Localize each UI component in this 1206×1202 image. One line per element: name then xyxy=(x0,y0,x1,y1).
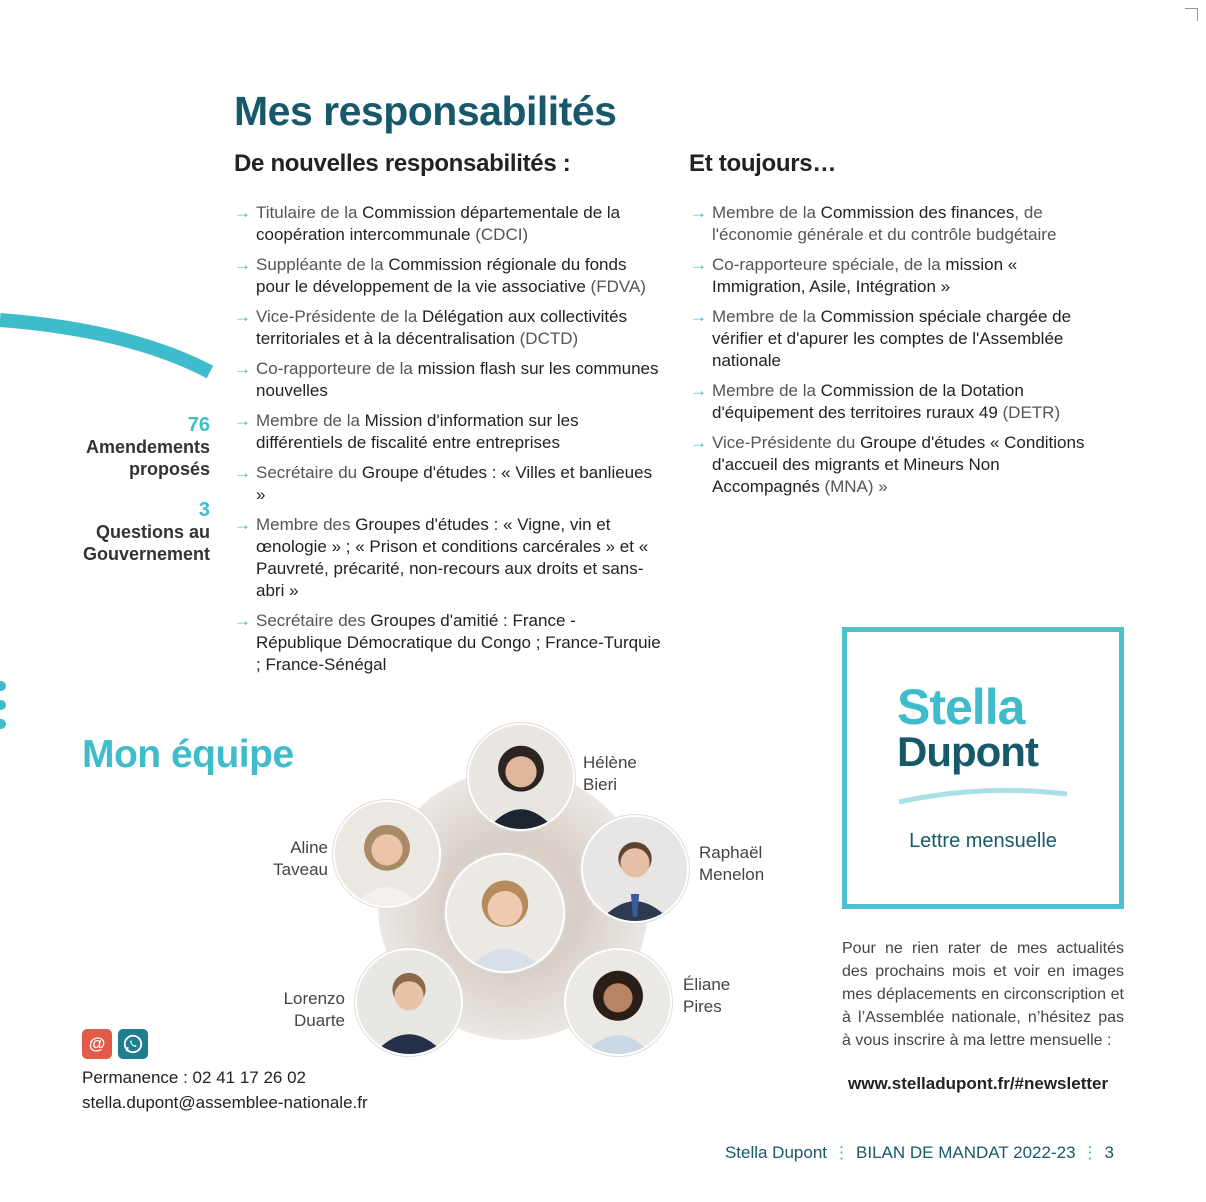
footer-separator: ⋮ xyxy=(833,1143,851,1162)
list-item: → Vice-Présidente de la Délégation aux collectivités territoriales et à la décentralisation (DCTD) xyxy=(234,307,628,348)
avatar-raphael xyxy=(581,815,689,923)
left-column-title: De nouvelles responsabilités : xyxy=(234,150,571,177)
brand-logo-last-name: Dupont xyxy=(897,728,1038,775)
stat-label: Amendements xyxy=(85,437,210,457)
new-responsibilities-list xyxy=(234,202,664,684)
list-item: → Membre de la Commission des finances, de l'économie générale et du contrôle budgétaire xyxy=(690,203,1057,244)
arrow-right-icon: → xyxy=(234,203,251,222)
team-title: Mon équipe xyxy=(82,733,294,776)
crop-mark xyxy=(1185,8,1198,21)
arrow-right-icon: → xyxy=(234,255,251,274)
list-item: → Co-rapporteure de la mission flash sur les communes nouvelles xyxy=(234,359,659,400)
contact-icons xyxy=(82,1029,148,1059)
brand-logo-first-name: Stella xyxy=(897,679,1025,735)
decorative-arc xyxy=(0,290,215,390)
brand-swoosh-icon xyxy=(897,782,1069,806)
stat-label: Gouvernement xyxy=(82,544,210,564)
stat-amendments xyxy=(86,414,210,480)
member-name-eliane: Éliane Pires xyxy=(683,975,731,1016)
list-item: → Membre de la Mission d'information sur les différentiels de fiscalité entre entreprises xyxy=(234,411,579,452)
avatar-helene xyxy=(467,723,575,831)
footer-name: Stella Dupont xyxy=(724,1143,828,1162)
arrow-right-icon: → xyxy=(234,463,251,482)
arrow-right-icon: → xyxy=(234,359,251,378)
member-name-lorenzo: Lorenzo Duarte xyxy=(283,989,345,1030)
page-title: Mes responsabilités xyxy=(234,88,617,134)
list-item: → Secrétaire du Groupe d'études : « Villes et banlieues » xyxy=(234,463,653,504)
footer-separator: ⋮ xyxy=(1081,1143,1099,1162)
member-name-raphael: Raphaël Menelon xyxy=(699,843,765,884)
newsletter-label: Lettre mensuelle xyxy=(909,830,1057,852)
list-item: → Titulaire de la Commission départementale de la coopération intercommunale (CDCI) xyxy=(234,203,621,244)
email-icon[interactable]: @ xyxy=(82,1029,112,1059)
arrow-right-icon: → xyxy=(234,611,251,630)
contact-phone: Permanence : 02 41 17 26 02 xyxy=(82,1068,306,1087)
arrow-right-icon: → xyxy=(234,411,251,430)
arrow-right-icon: → xyxy=(234,307,251,326)
newsletter-link[interactable]: www.stelladupont.fr/#newsletter xyxy=(848,1074,1109,1093)
avatar-aline xyxy=(333,800,441,908)
list-item: → Membre des Groupes d'études : « Vigne, vin et œnologie » ; « Prison et conditions carcérales » et « Pauvreté, précarité, non-recours aux droits et sans-abri » xyxy=(234,515,649,600)
arrow-right-icon: → xyxy=(690,381,707,400)
right-column-title: Et toujours… xyxy=(689,150,837,177)
list-item: → Membre de la Commission spéciale chargée de vérifier et d'apurer les comptes de l'Assemblée nationale xyxy=(690,307,1072,370)
list-item: → Co-rapporteure spéciale, de la mission « Immigration, Asile, Intégration » xyxy=(690,255,1018,296)
newsletter-text: Pour ne rien rater de mes actualités des prochains mois et voir en images mes déplacements en circonscription et à l’Assemblée nationale, n’hésitez pas à vous inscrire à ma lettre mensuelle : xyxy=(842,940,1124,1049)
stat-questions xyxy=(83,499,210,565)
page-number: 3 xyxy=(1104,1143,1114,1162)
list-item: → Vice-Présidente du Groupe d'études « Conditions d'accueil des migrants et Mineurs Non Accompagnés (MNA) » xyxy=(690,433,1085,496)
arrow-right-icon: → xyxy=(690,433,707,452)
arrow-right-icon: → xyxy=(690,307,707,326)
stat-number: 76 xyxy=(187,414,210,436)
avatar-lorenzo xyxy=(355,948,463,1056)
list-item: → Suppléante de la Commission régionale du fonds pour le développement de la vie associative (FDVA) xyxy=(234,255,646,296)
decorative-dots xyxy=(0,680,10,730)
stat-number: 3 xyxy=(198,499,210,521)
member-name-helene: Hélène Bieri xyxy=(583,753,637,794)
avatar-eliane xyxy=(564,948,672,1056)
member-name-aline: Aline Taveau xyxy=(273,838,328,879)
avatar-stella xyxy=(445,853,565,973)
list-item: → Membre de la Commission de la Dotation d'équipement des territoires ruraux 49 (DETR) xyxy=(690,381,1061,422)
arrow-right-icon: → xyxy=(690,203,707,222)
page-footer xyxy=(725,1143,1114,1163)
footer-report: BILAN DE MANDAT 2022-23 xyxy=(856,1143,1076,1162)
arrow-right-icon: → xyxy=(234,515,251,534)
newsletter-box[interactable] xyxy=(842,627,1124,909)
contact-email[interactable]: stella.dupont@assemblee-nationale.fr xyxy=(82,1093,368,1112)
whatsapp-icon[interactable] xyxy=(118,1029,148,1059)
stat-label: proposés xyxy=(128,459,210,479)
stat-label: Questions au xyxy=(95,522,210,542)
list-item: → Secrétaire des Groupes d'amitié : France - République Démocratique du Congo ; France-Turquie ; France-Sénégal xyxy=(234,611,661,674)
ongoing-responsibilities-list xyxy=(690,202,1090,506)
arrow-right-icon: → xyxy=(690,255,707,274)
